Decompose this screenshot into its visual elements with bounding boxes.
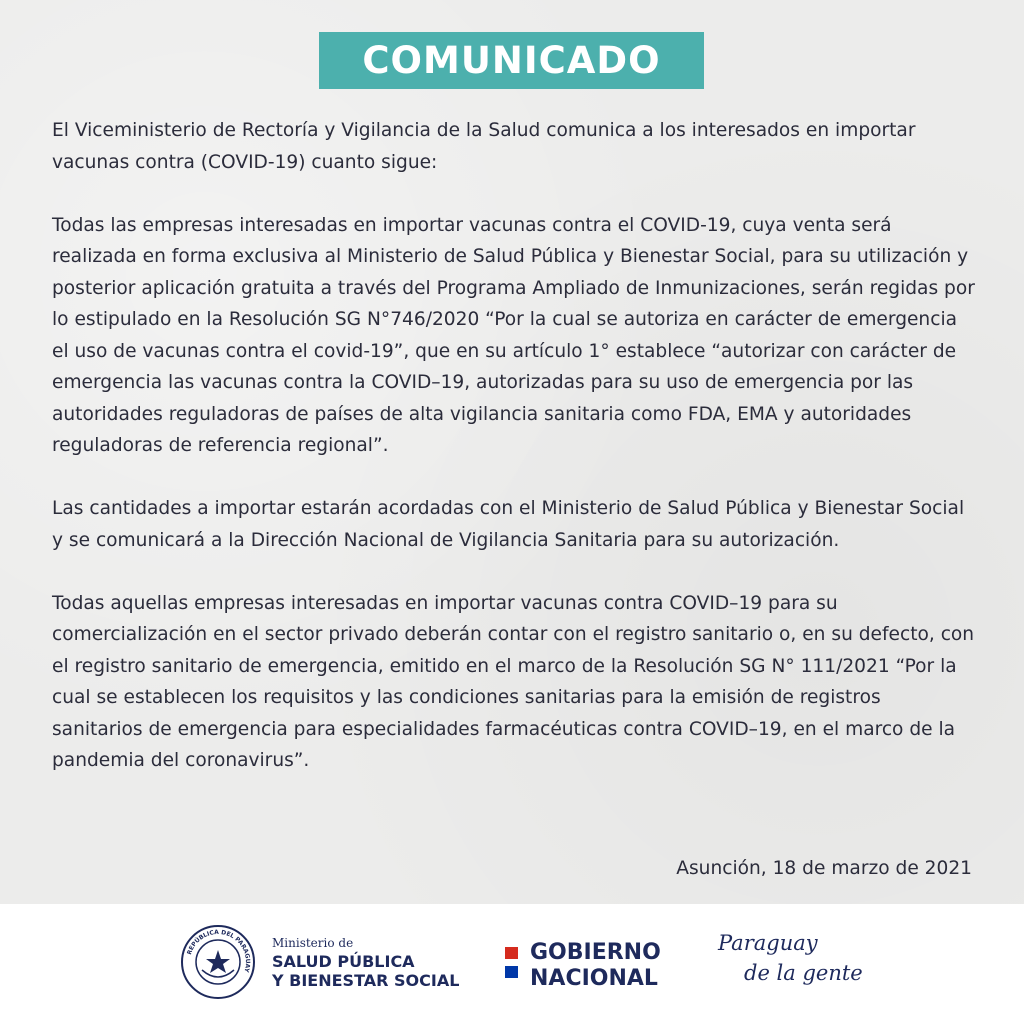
flag-icon [505, 943, 520, 982]
ministry-small-label: Ministerio de [272, 936, 354, 950]
national-seal-icon [180, 924, 256, 1000]
ministry-name-line2: Y BIENESTAR SOCIAL [272, 971, 460, 990]
paragraph-intro: El Viceministerio de Rectoría y Vigilancia de la Salud comunica a los interesados en importar vacunas contra (COVID-19) cuanto sigue: [52, 120, 916, 173]
gobierno-line1: GOBIERNO [530, 940, 661, 965]
slogan-line1: Paraguay [718, 931, 818, 955]
date-line: Asunción, 18 de marzo de 2021 [676, 858, 972, 879]
slogan-line2: de la gente [744, 961, 863, 985]
gobierno-line2: NACIONAL [530, 966, 658, 991]
ministry-name-line1: SALUD PÚBLICA [272, 952, 415, 971]
paragraph-quantities: Las cantidades a importar estarán acordadas con el Ministerio de Salud Pública y Bienestar Social y se comunicará a la Dirección Nacional de Vigilancia Sanitaria para su autorización. [52, 498, 965, 551]
svg-text:REPÚBLICA DEL PARAGUAY: REPÚBLICA DEL PARAGUAY [186, 928, 252, 974]
paragraph-resolution-111: Todas aquellas empresas interesadas en importar vacunas contra COVID–19 para su comercialización en el sector privado deberán contar con el registro sanitario o, en su defecto, con el registro sanitario de emergencia, emitido en el marco de la Resolución SG N° 111/2021 “Por la cual se establecen los requisitos y las condiciones sanitarias para la emisión de registros sanitarios de emergencia para especialidades farmacéuticas contra COVID–19, en el marco de la pandemia del coronavirus”. [52, 592, 975, 771]
ministry-logo-text [272, 936, 459, 990]
title-banner [319, 32, 704, 89]
document-title: COMUNICADO [362, 39, 661, 82]
paragraph-resolution-746: Todas las empresas interesadas en importar vacunas contra el COVID-19, cuya venta será realizada en forma exclusiva al Ministerio de Salud Pública y Bienestar Social, para su utilización y posterior aplicación gratuita a través del Programa Ampliado de Inmunizaciones, serán regidas por lo estipulado en la Resolución SG N°746/2020 “Por la cual se autoriza en carácter de emergencia el uso de vacunas contra el covid-19”, que en su artículo 1° establece “autorizar con carácter de emergencia las vacunas contra la COVID–19, autorizadas para su uso de emergencia por las autoridades reguladoras de países de alta vigilancia sanitaria como FDA, EMA y autoridades reguladoras de referencia regional”. [52, 214, 975, 456]
document-body [52, 115, 977, 808]
paraguay-de-la-gente-logo [718, 928, 863, 988]
gobierno-nacional-logo [530, 940, 661, 992]
